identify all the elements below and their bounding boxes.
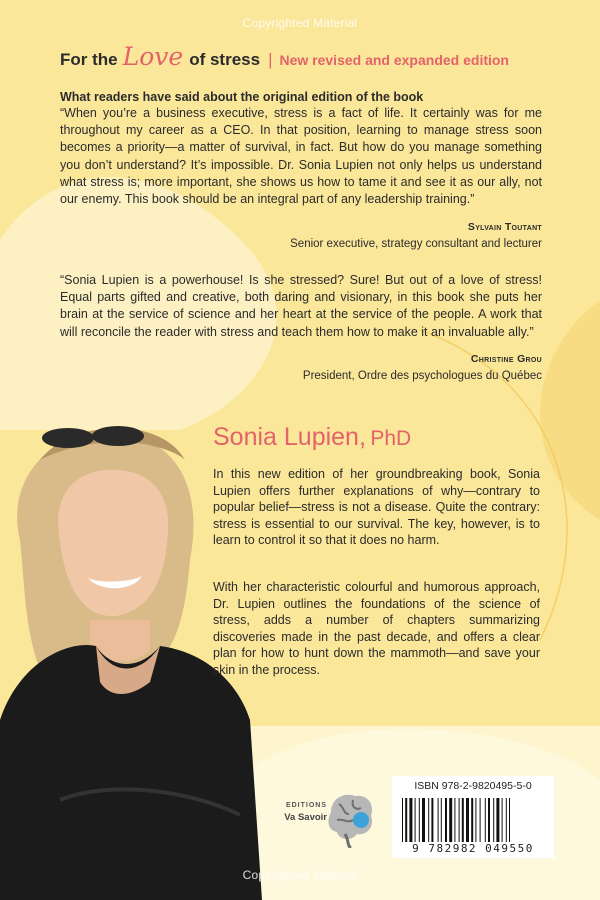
- title-separator: |: [268, 50, 273, 69]
- publisher-editions: EDITIONS: [285, 802, 327, 809]
- title-love: Love: [122, 42, 184, 71]
- review-quote: “When you’re a business executive, stress is a fact of life. It certainly was for me throughout my career as a CEO. In that position, learning to manage stress soon becomes a priority—a matter of survival, in fact. But how do you manage something you don’t understand? It’s impossible. Dr. Sonia Lupien not only helps us understand what stress is; more important, she shows us how to tame it and see it as our ally, not our enemy. This book should be an integral part of any leadership training.”: [60, 106, 542, 207]
- review-author-role: President, Ordre des psychologues du Québec: [302, 370, 542, 382]
- review-author-name: Sylvain Toutant: [467, 221, 542, 233]
- title-of-stress: of stress: [189, 50, 261, 69]
- publisher-name: Va Savoir: [284, 812, 327, 823]
- author-degree: PhD: [370, 427, 412, 450]
- barcode-panel: [392, 776, 554, 858]
- copyright-watermark: Copyrighted Material: [242, 16, 358, 30]
- readers-heading: What readers have said about the original edition of the book: [60, 90, 424, 104]
- publisher-logo: [263, 788, 383, 854]
- author-name: [213, 423, 411, 452]
- title-for-the: For the: [60, 50, 118, 69]
- author-bio-paragraph: With her characteristic colourful and humorous approach, Dr. Lupien outlines the foundations of the science of stress, adds a number of chapters summarizing discoveries made in the past decade, and offers a clear plan for how to hunt down the mammoth—and save your skin in the process.: [213, 580, 540, 677]
- barcode: [400, 798, 546, 842]
- edition-label: New revised and expanded edition: [279, 52, 509, 68]
- barcode-digits: 9 782982 049550: [412, 842, 534, 855]
- author-name-text: Sonia Lupien,: [213, 423, 366, 451]
- review-author-name: Christine Grou: [470, 353, 542, 365]
- brain-icon: [325, 790, 377, 848]
- author-bio-paragraph: In this new edition of her groundbreaking book, Sonia Lupien offers further explanations of why—contrary to popular belief—stress is not a disease. Quite the contrary: stress is essential to our survival. The key, however, is to learn to control it so that it does no harm.: [213, 467, 540, 548]
- book-title: [60, 42, 509, 74]
- review-quote: “Sonia Lupien is a powerhouse! Is she stressed? Sure! But out of a love of stress! Equal parts gifted and creative, both daring and visionary, in this book she puts her brain at the service of science and her heart at the service of the people. A work that will reconcile the reader with stress and teach them how to make it an invaluable ally.”: [60, 273, 542, 339]
- copyright-watermark: Copyrighted Material: [242, 868, 358, 882]
- review-author-role: Senior executive, strategy consultant and lecturer: [290, 238, 542, 250]
- isbn-label: ISBN 978-2-9820495-5-0: [414, 780, 532, 792]
